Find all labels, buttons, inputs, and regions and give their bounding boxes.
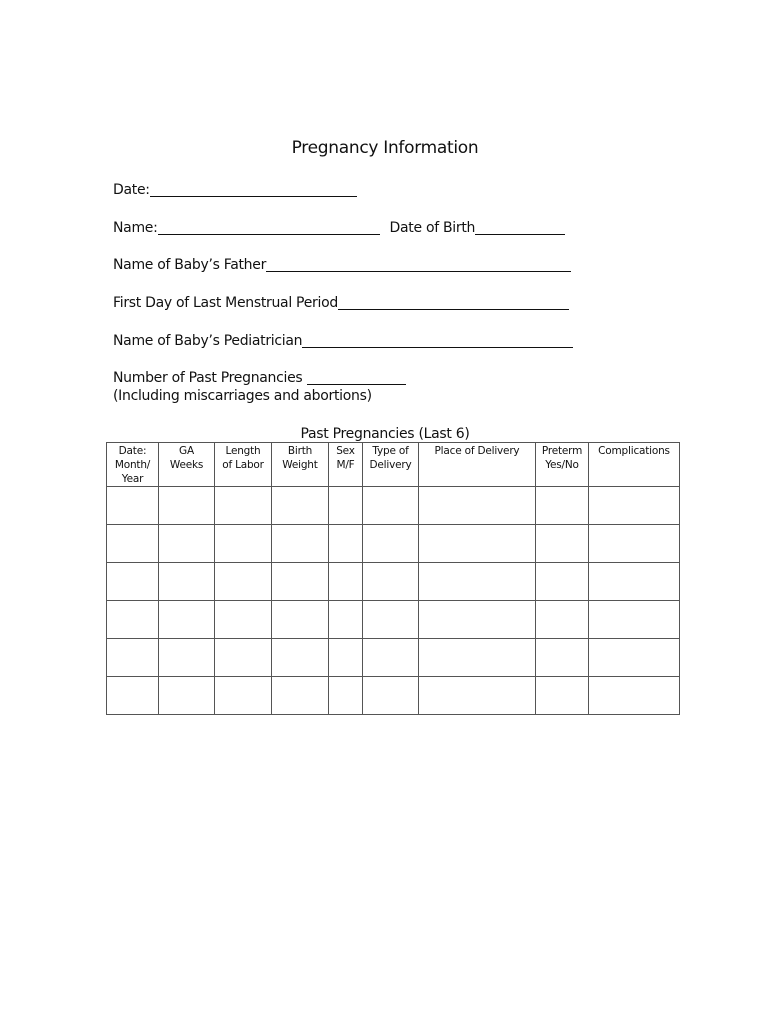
table-cell[interactable] (107, 525, 159, 563)
table-cell[interactable] (329, 563, 363, 601)
date-input-line[interactable] (150, 181, 357, 197)
dob-label: Date of Birth (389, 220, 476, 236)
col-sex: Sex M/F (329, 443, 363, 487)
table-cell[interactable] (419, 525, 536, 563)
table-title-text: Past Pregnancies (Last 6) (300, 426, 470, 442)
table-cell[interactable] (329, 525, 363, 563)
past-pregnancies-field (113, 369, 406, 387)
dob-input-line[interactable] (475, 219, 565, 235)
table-cell[interactable] (159, 525, 215, 563)
past-pregnancies-note: (Including miscarriages and abortions) (113, 388, 372, 404)
col-birth-weight: Birth Weight (272, 443, 329, 487)
table-cell[interactable] (363, 487, 419, 525)
table-cell[interactable] (107, 563, 159, 601)
table-cell[interactable] (329, 487, 363, 525)
table-row (107, 601, 680, 639)
table-cell[interactable] (329, 601, 363, 639)
col-complications: Complications (589, 443, 680, 487)
table-cell[interactable] (215, 525, 272, 563)
table-cell[interactable] (589, 525, 680, 563)
col-date: Date: Month/ Year (107, 443, 159, 487)
father-label: Name of Baby’s Father (113, 257, 267, 273)
table-cell[interactable] (363, 563, 419, 601)
table-cell[interactable] (589, 601, 680, 639)
col-ga-weeks: GA Weeks (159, 443, 215, 487)
lmp-field (113, 294, 569, 312)
table-cell[interactable] (159, 639, 215, 677)
table-cell[interactable] (536, 639, 589, 677)
table-cell[interactable] (363, 601, 419, 639)
table-cell[interactable] (419, 677, 536, 715)
table-cell[interactable] (419, 601, 536, 639)
table-cell[interactable] (107, 487, 159, 525)
table-cell[interactable] (272, 487, 329, 525)
table-cell[interactable] (215, 677, 272, 715)
name-field (113, 219, 565, 237)
name-input-line[interactable] (158, 219, 380, 235)
past-pregnancies-input-line[interactable] (307, 369, 406, 385)
table-cell[interactable] (536, 487, 589, 525)
table-cell[interactable] (159, 563, 215, 601)
table-cell[interactable] (272, 525, 329, 563)
table-cell[interactable] (536, 525, 589, 563)
past-pregnancies-label: Number of Past Pregnancies (113, 370, 303, 386)
table-cell[interactable] (215, 601, 272, 639)
table-row (107, 677, 680, 715)
date-field (113, 181, 357, 199)
col-type-of-delivery: Type of Delivery (363, 443, 419, 487)
table-cell[interactable] (589, 639, 680, 677)
table-cell[interactable] (589, 563, 680, 601)
past-pregnancies-table (106, 442, 680, 715)
col-preterm: Preterm Yes/No (536, 443, 589, 487)
table-cell[interactable] (363, 525, 419, 563)
lmp-label: First Day of Last Menstrual Period (113, 295, 338, 311)
table-cell[interactable] (215, 563, 272, 601)
page-title: Pregnancy Information (291, 138, 479, 158)
table-title (0, 425, 770, 443)
date-label: Date: (113, 182, 150, 198)
table-cell[interactable] (419, 487, 536, 525)
table-cell[interactable] (272, 677, 329, 715)
pediatrician-label: Name of Baby’s Pediatrician (113, 333, 303, 349)
table-row (107, 563, 680, 601)
table-cell[interactable] (159, 601, 215, 639)
pediatrician-input-line[interactable] (302, 332, 573, 348)
table-cell[interactable] (419, 639, 536, 677)
table-cell[interactable] (589, 677, 680, 715)
father-input-line[interactable] (266, 256, 571, 272)
table-cell[interactable] (363, 677, 419, 715)
table-row (107, 639, 680, 677)
table-cell[interactable] (589, 487, 680, 525)
table-cell[interactable] (272, 639, 329, 677)
col-length-of-labor: Length of Labor (215, 443, 272, 487)
table-cell[interactable] (107, 601, 159, 639)
table-cell[interactable] (215, 639, 272, 677)
table-cell[interactable] (272, 563, 329, 601)
col-place-of-delivery: Place of Delivery (419, 443, 536, 487)
table-cell[interactable] (329, 677, 363, 715)
table-cell[interactable] (107, 677, 159, 715)
table-row (107, 487, 680, 525)
table-cell[interactable] (536, 601, 589, 639)
table-cell[interactable] (536, 563, 589, 601)
table-cell[interactable] (536, 677, 589, 715)
table-cell[interactable] (107, 639, 159, 677)
table-cell[interactable] (159, 487, 215, 525)
table-cell[interactable] (419, 563, 536, 601)
lmp-input-line[interactable] (338, 294, 569, 310)
table-cell[interactable] (329, 639, 363, 677)
pediatrician-field (113, 332, 573, 350)
table-cell[interactable] (159, 677, 215, 715)
table-header-row (107, 443, 680, 487)
table-cell[interactable] (215, 487, 272, 525)
table-cell[interactable] (272, 601, 329, 639)
name-label: Name: (113, 220, 158, 236)
table-cell[interactable] (363, 639, 419, 677)
father-field (113, 256, 571, 274)
table-row (107, 525, 680, 563)
